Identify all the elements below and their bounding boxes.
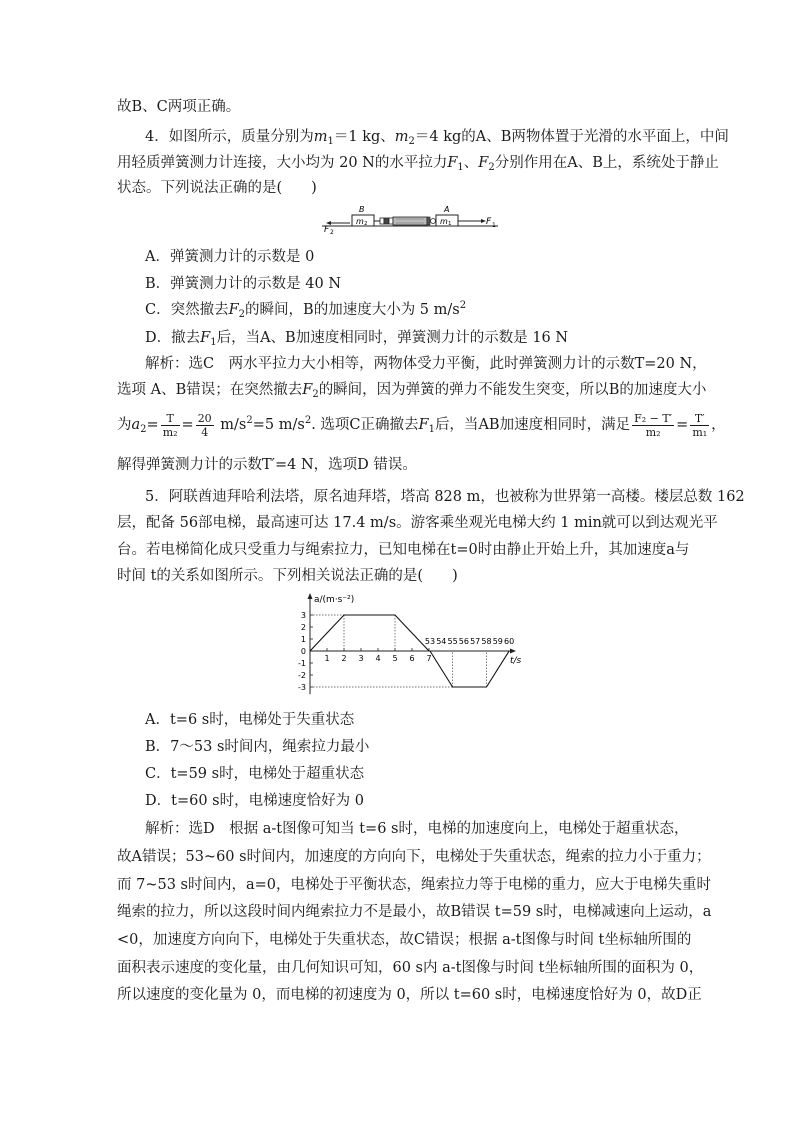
option-5c: C．t=59 s时，电梯处于超重状态 <box>145 766 365 782</box>
x-tick-label: 1 <box>324 654 330 663</box>
y-tick-label: 2 <box>300 623 306 632</box>
x-tick-label: 58 <box>481 637 492 646</box>
question-5-line-3: 台。若电梯简化成只受重力与绳索拉力，已知电梯在t=0时由静止开始上升，其加速度a与 <box>117 542 690 558</box>
question-5-line-1: 5．阿联酋迪拜哈利法塔，原名迪拜塔，塔高 828 m，也被称为世界第一高楼。楼层总数 162 <box>145 489 745 505</box>
option-4d: D．撤去$F_1$后，当A、B加速度相同时，弹簧测力计的示数是 16 N <box>145 330 569 348</box>
force-f1-label: F <box>486 217 492 227</box>
y-tick-label: -2 <box>298 671 306 680</box>
x-tick-label: 4 <box>375 654 381 663</box>
y-tick-label: -1 <box>298 659 306 668</box>
solution-5-line-7: 所以速度的变化量为 0，而电梯的初速度为 0，所以 t=60 s时，电梯速度恰好为 0，故D正 <box>117 987 702 1003</box>
solution-5-line-4: 绳索的拉力，所以这段时间内绳索拉力不是最小，故B错误 t=59 s时，电梯减速向上运动，a <box>117 904 712 920</box>
block-b-mass-sub: 2 <box>364 221 368 227</box>
block-b-mass: m <box>356 217 364 226</box>
solution-5-line-3: 而 7~53 s时间内，a=0，电梯处于平衡状态，绳索拉力等于电梯的重力，应大于电梯失重时 <box>117 877 712 893</box>
x-axis-arrow <box>510 649 516 654</box>
spring-balance-body <box>393 217 427 225</box>
force-f1-sub: 1 <box>492 222 496 229</box>
force-f2-sub: 2 <box>330 229 334 235</box>
block-a-label: A <box>444 205 450 214</box>
block-a-mass: m <box>440 217 448 226</box>
solution-4-line-4: 解得弹簧测力计的示数T′=4 N，选项D 错误。 <box>117 457 417 473</box>
solution-5-line-1: 解析：选D 根据 a-t图像可知当 t=6 s时，电梯的加速度向上，电梯处于超重状态， <box>145 821 689 837</box>
question-5-line-4: 时间 t的关系如图所示。下列相关说法正确的是( ) <box>117 568 458 584</box>
x-tick-label: 56 <box>458 637 469 646</box>
x-tick-label: 6 <box>409 654 415 663</box>
x-axis-label: t/s <box>510 656 522 666</box>
force-f2-label: F <box>324 225 330 235</box>
y-axis-label: a/(m·s⁻²) <box>314 595 355 605</box>
y-axis-arrow <box>308 593 313 599</box>
x-tick-label: 53 <box>424 637 436 646</box>
question-4-line-1: 4．如图所示，质量分别为$m_1=1$ kg、$m_2=4$ kg的A、B两物体置于光滑的水平面上，中间 <box>145 129 729 147</box>
y-tick-label: 1 <box>300 635 306 644</box>
option-5d: D．t=60 s时，电梯速度恰好为 0 <box>145 793 364 809</box>
solution-5-line-6: 面积表示速度的变化量，由几何知识可知，60 s内 a-t图像与时间 t坐标轴所围的面积为 0， <box>117 960 704 976</box>
solution-4-line-3: 为$a_2=$ $\frac{T}{\text{m₂}}$ = $\frac{20}{4}$ $m/s^2=5$ $m/s^2$. 选项C正确撤去$F_1$后，当AB加速度相同时，满足 $\frac{\text{F₂ − T′}}{\text{m₂}}$ = $\frac{T'}{\text{m₁}}$ ， <box>117 411 726 439</box>
x-tick-label: 55 <box>447 637 458 646</box>
option-4c: C．突然撤去$F_2$的瞬间，B的加速度大小为 5 $m/s^2$ <box>145 300 467 320</box>
solution-5-line-2: 故A错误；53~60 s时间内，加速度的方向向下，电梯处于失重状态，绳索的拉力小于重力； <box>117 849 711 865</box>
y-tick-label: 3 <box>300 611 306 620</box>
x-tick-label: 59 <box>492 637 503 646</box>
x-tick-label: 7 <box>426 654 432 663</box>
text-line: 故B、C两项正确。 <box>117 99 241 115</box>
y-tick-label: 0 <box>300 647 306 656</box>
option-5a: A．t=6 s时，电梯处于失重状态 <box>145 712 355 728</box>
x-tick-label: 2 <box>341 654 347 663</box>
option-4b: B．弹簧测力计的示数是 40 N <box>145 276 342 292</box>
x-tick-label: 60 <box>504 637 515 646</box>
solution-4-line-2: 选项 A、B错误；在突然撤去$F_2$的瞬间，因为弹簧的弹力不能发生突变，所以B的加速度大小 <box>117 382 707 400</box>
option-5b: B．7～53 s时间内，绳索拉力最小 <box>145 739 370 755</box>
solution-5-line-5: <0，加速度方向向下，电梯处于失重状态，故C错误；根据 a-t图像与时间 t坐标轴所围的 <box>117 932 692 948</box>
block-b-label: B <box>359 205 365 214</box>
x-tick-label: 5 <box>392 654 398 663</box>
acceleration-time-chart <box>280 590 530 700</box>
spring-balance-figure <box>320 205 500 235</box>
block-a-mass-sub: 1 <box>448 221 452 227</box>
x-tick-label: 3 <box>358 654 364 663</box>
x-tick-label: 57 <box>470 637 481 646</box>
y-tick-label: -3 <box>298 683 306 692</box>
question-4-line-2: 用轻质弹簧测力计连接，大小均为 20 N的水平拉力$F_1$、$F_2$分别作用在A、B上，系统处于静止 <box>117 155 719 173</box>
x-tick-label: 54 <box>436 637 447 646</box>
option-4a: A．弹簧测力计的示数是 0 <box>145 249 315 265</box>
question-4-line-3: 状态。下列说法正确的是( ) <box>117 180 317 196</box>
solution-4-line-1: 解析：选C 两水平拉力大小相等，两物体受力平衡，此时弹簧测力计的示数T=20 N， <box>145 356 707 372</box>
question-5-line-2: 层，配备 56部电梯，最高速可达 17.4 m/s。游客乘坐观光电梯大约 1 min就可以到达观光平 <box>117 515 718 531</box>
